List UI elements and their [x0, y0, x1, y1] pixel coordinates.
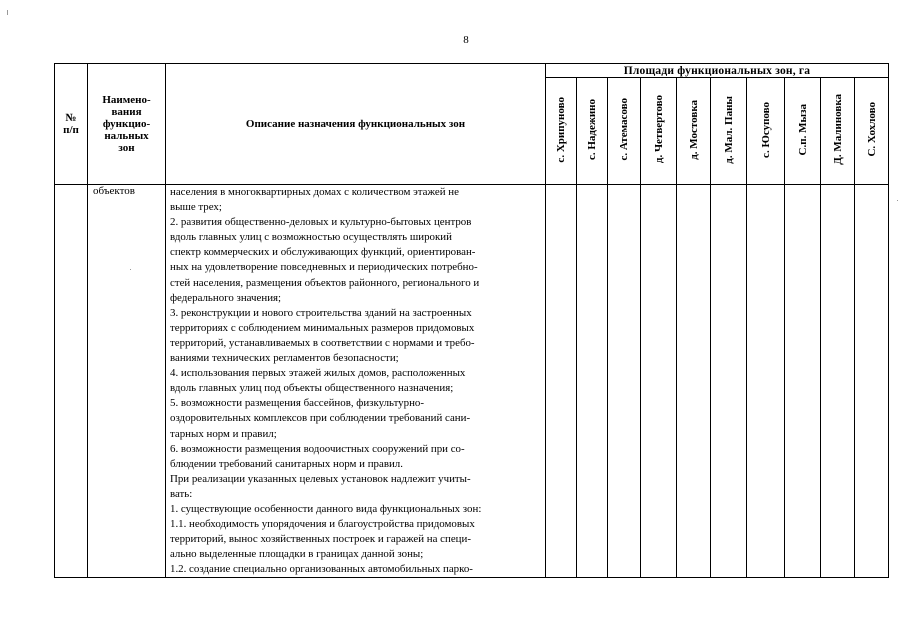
settlement-label: с. Юсупово: [759, 101, 772, 158]
settlement-label: С. Хохлово: [865, 102, 878, 157]
description-line: стей населения, размещения объектов районного, регионального и: [170, 276, 480, 289]
header-areas-title: Площади функциональных зон, га: [546, 64, 889, 78]
header-num-label: № п/п: [63, 112, 79, 136]
page-number: 8: [463, 34, 469, 46]
description-line: территориях с соблюдением минимальных размеров придомовых: [170, 321, 475, 334]
scan-artifact: [7, 10, 8, 15]
scan-artifact: [897, 200, 898, 201]
description-line: ваниями технических регламентов безопасности;: [170, 352, 399, 365]
header-name: [88, 64, 166, 185]
description-line: 2. развития общественно-деловых и культурно-бытовых центров: [170, 216, 472, 229]
row-name-cell: объектов: [88, 185, 166, 578]
description-line: 1. существующие особенности данного вида функциональных зон:: [170, 502, 482, 515]
description-line: 1.1. необходимость упорядочения и благоустройства придомовых: [170, 518, 475, 531]
description-line: вать:: [170, 487, 193, 500]
header-description: Описание назначения функциональных зон: [166, 64, 546, 185]
description-line: При реализации указанных целевых установок надлежит учиты-: [170, 472, 471, 485]
header-settlement: [677, 78, 711, 185]
description-line: ально выделенные площадки в границах данной зоны;: [170, 548, 424, 561]
description-line: 6. возможности размещения водоочистных сооружений при со-: [170, 442, 465, 455]
row-num-cell: [55, 185, 88, 578]
settlement-label: д. Мостовка: [687, 99, 700, 160]
area-cell: [711, 185, 747, 578]
header-name-line: функцио-: [102, 118, 151, 130]
description-line: выше трех;: [170, 201, 222, 214]
header-name-line: Наимено-: [102, 94, 151, 106]
description-line: оздоровительных комплексов при соблюдении требований сани-: [170, 412, 471, 425]
description-line: территорий, вынос хозяйственных построек и гаражей на специ-: [170, 533, 471, 546]
settlement-label: д. Четвертово: [652, 95, 665, 164]
header-settlement: [855, 78, 889, 185]
header-settlement: [546, 78, 577, 185]
header-settlement: [641, 78, 677, 185]
area-cell: [577, 185, 608, 578]
scan-artifact: [130, 269, 131, 270]
settlement-label: д. Мал. Паны: [722, 95, 735, 164]
row-description-cell: [166, 185, 546, 578]
area-cell: [785, 185, 821, 578]
description-line: тарных норм и правил;: [170, 427, 277, 440]
description-line: ных на удовлетворение повседневных и периодических потребно-: [170, 261, 478, 274]
functional-zones-table: [54, 63, 889, 578]
header-settlement: [608, 78, 641, 185]
description-line: вдоль главных улиц под объекты общественного назначения;: [170, 382, 454, 395]
header-num: [55, 64, 88, 185]
settlement-label: с. Надежино: [586, 98, 598, 161]
header-name-line: зон: [118, 142, 135, 154]
header-settlement: [711, 78, 747, 185]
area-cell: [546, 185, 577, 578]
header-name-line: вания: [111, 106, 142, 118]
description-line: 4. использования первых этажей жилых домов, расположенных: [170, 367, 466, 380]
area-cell: [855, 185, 889, 578]
description-line: вдоль главных улиц с возможностью осуществлять широкий: [170, 231, 452, 244]
description-line: территорий, устанавливаемых в соответствии с нормами и требо-: [170, 336, 475, 349]
header-settlement: [785, 78, 821, 185]
description-line: 5. возможности размещения бассейнов, физкультурно-: [170, 397, 424, 410]
settlement-label: с. Хрипуново: [555, 96, 567, 163]
area-cell: [641, 185, 677, 578]
header-settlement: [821, 78, 855, 185]
settlement-label: С.п. Мыза: [796, 103, 809, 156]
settlement-label: Д. Малиновка: [831, 94, 844, 165]
description-line: 1.2. создание специально организованных автомобильных парко-: [170, 563, 473, 576]
description-line: федерального значения;: [170, 291, 282, 304]
header-settlement: [747, 78, 785, 185]
area-cell: [677, 185, 711, 578]
header-name-line: нальных: [104, 130, 149, 142]
area-cell: [608, 185, 641, 578]
table-row: [55, 185, 889, 578]
description-line: 3. реконструкции и нового строительства зданий на застроенных: [170, 306, 472, 319]
description-line: спектр коммерческих и обслуживающих функций, ориентирован-: [170, 246, 476, 259]
area-cell: [821, 185, 855, 578]
header-settlement: [577, 78, 608, 185]
settlement-label: с. Атемасово: [618, 98, 630, 161]
description-line: блюдении требований санитарных норм и правил.: [170, 457, 403, 470]
description-line: населения в многоквартирных домах с количеством этажей не: [170, 186, 459, 198]
area-cell: [747, 185, 785, 578]
